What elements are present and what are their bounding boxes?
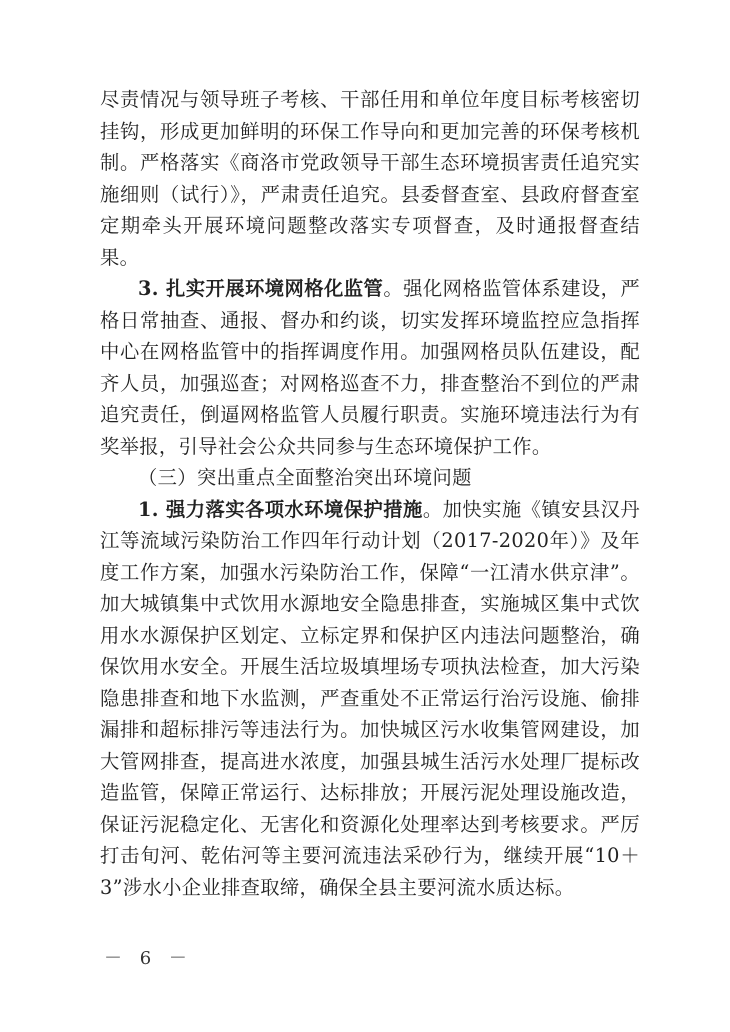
paragraph-2 xyxy=(100,273,640,462)
paragraph-2-heading: 3. 扎实开展环境网格化监管 xyxy=(138,277,384,300)
document-body xyxy=(100,84,640,903)
paragraph-2-text: 。强化网格监管体系建设，严格日常抽查、通报、督办和约谈，切实发挥环境监控应急指挥中心在网格监管中的指挥调度作用。加强网格员队伍建设，配齐人员，加强巡查；对网格巡查不力，排查整治不到位的严肃追究责任，倒逼网格监管人员履行职责。实施环境违法行为有奖举报，引导社会公众共同参与生态环境保护工作。 xyxy=(100,277,640,458)
section-heading xyxy=(100,462,640,494)
page-number: － 6 － xyxy=(104,948,193,969)
section-heading-text: （三）突出重点全面整治突出环境问题 xyxy=(138,466,472,489)
paragraph-3-text: 。加快实施《镇安县汉丹江等流域污染防治工作四年行动计划（2017-2020年）》及年度工作方案，加强水污染防治工作，保障“一江清水供京津”。加大城镇集中式饮用水源地安全隐患排查，实施城区集中式饮用水水源保护区划定、立标定界和保护区内违法问题整治，确保饮用水安全。开展生活垃圾填埋场专项执法检查，加大污染隐患排查和地下水监测，严查重处不正常运行治污设施、偷排漏排和超标排污等违法行为。加快城区污水收集管网建设，加大管网排查，提高进水浓度，加强县城生活污水处理厂提标改造监管，保障正常运行、达标排放；开展污泥处理设施改造，保证污泥稳定化、无害化和资源化处理率达到考核要求。严厉打击旬河、乾佑河等主要河流违法采砂行为，继续开展“10＋3”涉水小企业排查取缔，确保全县主要河流水质达标。 xyxy=(100,497,640,899)
paragraph-1 xyxy=(100,84,640,273)
paragraph-3 xyxy=(100,494,640,904)
paragraph-1-text: 尽责情况与领导班子考核、干部任用和单位年度目标考核密切挂钩，形成更加鲜明的环保工作导向和更加完善的环保考核机制。严格落实《商洛市党政领导干部生态环境损害责任追究实施细则（试行）》，严肃责任追究。县委督查室、县政府督查室定期牵头开展环境问题整改落实专项督查，及时通报督查结果。 xyxy=(100,88,640,269)
paragraph-3-heading: 1. 强力落实各项水环境保护措施 xyxy=(138,497,423,521)
